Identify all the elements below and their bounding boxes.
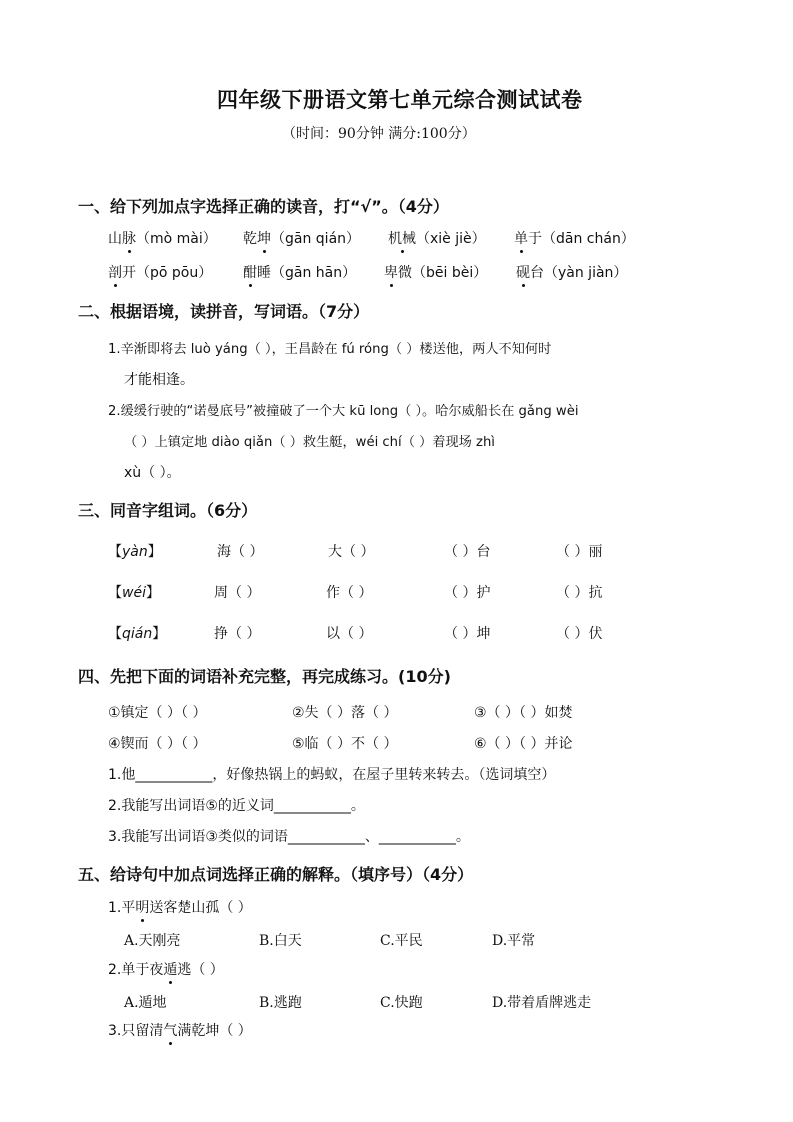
- s5-option: A.遁地: [124, 995, 167, 1011]
- dotted-char: 脉: [122, 228, 136, 248]
- s2-line-4: （ ）上镇定地 diào qiǎn（ ）救生艇，wéi chí（ ）着现场 zhì: [124, 435, 495, 450]
- s3-cell: 周（ ）: [214, 585, 261, 601]
- section-5-heading: 五、给诗句中加点词选择正确的解释。（填序号）（4分）: [78, 865, 474, 884]
- s5-option: B.白天: [259, 933, 302, 949]
- pinyin-tag: 【wéi】: [108, 585, 160, 601]
- section-3-heading: 三、同音字组词。（6分）: [78, 501, 258, 520]
- s2-line-3: 2.缓缓行驶的“诺曼底号”被撞破了一个大 kū long（ ）。哈尔威船长在 gǎng wèi: [108, 404, 579, 419]
- s2-line-2: 才能相逢。: [124, 372, 194, 388]
- s3-cell: （ ）护: [444, 585, 491, 601]
- section-1-heading: 一、给下列加点字选择正确的读音，打“√”。（4分）: [78, 197, 449, 216]
- s4-word: ④锲而（ ）（ ）: [108, 736, 207, 752]
- s2-line-1: 1.辛渐即将去 luò yáng（ ），王昌龄在 fú róng（ ）楼送他，两人不知何时: [108, 342, 552, 357]
- s5-question-1: 1.平明送客楚山孤（ ）: [108, 897, 252, 917]
- s5-option: B.逃跑: [259, 995, 302, 1011]
- s3-cell: 大（ ）: [328, 544, 375, 560]
- dotted-char: 明: [135, 897, 149, 917]
- s1-item-2: 乾坤（gān qián）: [243, 228, 360, 248]
- s1-item-8: 砚台（yàn jiàn）: [516, 262, 627, 282]
- s1-item-7: 卑微（bēi bèi）: [384, 262, 487, 282]
- page-subtitle: （时间：90分钟 满分:100分）: [282, 126, 476, 142]
- s3-cell: 挣（ ）: [214, 626, 261, 642]
- s1-item-1: 山脉（mò mài）: [108, 228, 217, 248]
- s3-cell: （ ）坤: [444, 626, 491, 642]
- s2-line-5: xù（ ）。: [124, 465, 181, 481]
- s1-item-3: 机械（xiè jiè）: [388, 228, 486, 248]
- dotted-char: 剖: [108, 262, 122, 282]
- s4-word: ⑤临（ ）不（ ）: [292, 736, 398, 752]
- s3-cell: （ ）丽: [556, 544, 603, 560]
- pinyin-tag: 【yàn】: [108, 544, 162, 560]
- s3-cell: 以（ ）: [326, 626, 373, 642]
- section-2-heading: 二、根据语境，读拼音，写词语。（7分）: [78, 302, 370, 321]
- s5-option: C.快跑: [380, 995, 423, 1011]
- dotted-char: 单: [514, 228, 528, 248]
- s4-question-3: 3.我能写出词语③类似的词语___________、___________。: [108, 829, 470, 845]
- s3-cell: （ ）台: [444, 544, 491, 560]
- s1-item-5: 剖开（pō pōu）: [108, 262, 212, 282]
- s3-cell: （ ）抗: [556, 585, 603, 601]
- s5-question-2: 2.单于夜遁逃（ ）: [108, 959, 224, 979]
- s4-word: ⑥（ ）（ ）并论: [474, 736, 573, 752]
- dotted-char: 砚: [516, 262, 530, 282]
- dotted-char: 酣: [243, 262, 257, 282]
- s3-cell: 作（ ）: [326, 585, 373, 601]
- s4-question-1: 1.他___________，好像热锅上的蚂蚁，在屋子里转来转去。（选词填空）: [108, 767, 556, 783]
- s5-option: C.平民: [380, 933, 423, 949]
- s5-option: D.带着盾牌逃走: [492, 995, 592, 1011]
- s5-question-3: 3.只留清气满乾坤（ ）: [108, 1020, 252, 1040]
- dotted-char: 机械: [388, 228, 416, 248]
- dotted-char: 卑: [384, 262, 398, 282]
- s3-cell: 海（ ）: [217, 544, 264, 560]
- section-4-heading: 四、先把下面的词语补充完整，再完成练习。(10分): [78, 667, 451, 686]
- s3-cell: （ ）伏: [556, 626, 603, 642]
- s4-word: ②失（ ）落（ ）: [292, 705, 398, 721]
- s5-option: D.平常: [492, 933, 536, 949]
- s4-question-2: 2.我能写出词语⑤的近义词___________。: [108, 798, 365, 814]
- page-title: 四年级下册语文第七单元综合测试试卷: [217, 88, 583, 112]
- s4-word: ③（ ）（ ）如焚: [474, 705, 573, 721]
- s4-word: ①镇定（ ）（ ）: [108, 705, 207, 721]
- dotted-char: 坤: [257, 228, 271, 248]
- s5-option: A.天刚亮: [124, 933, 181, 949]
- pinyin-tag: 【qián】: [108, 626, 167, 642]
- dotted-char: 遁: [163, 959, 177, 979]
- s1-item-4: 单于（dān chán）: [514, 228, 635, 248]
- s1-item-6: 酣睡（gān hān）: [243, 262, 356, 282]
- dotted-char: 气: [163, 1020, 177, 1040]
